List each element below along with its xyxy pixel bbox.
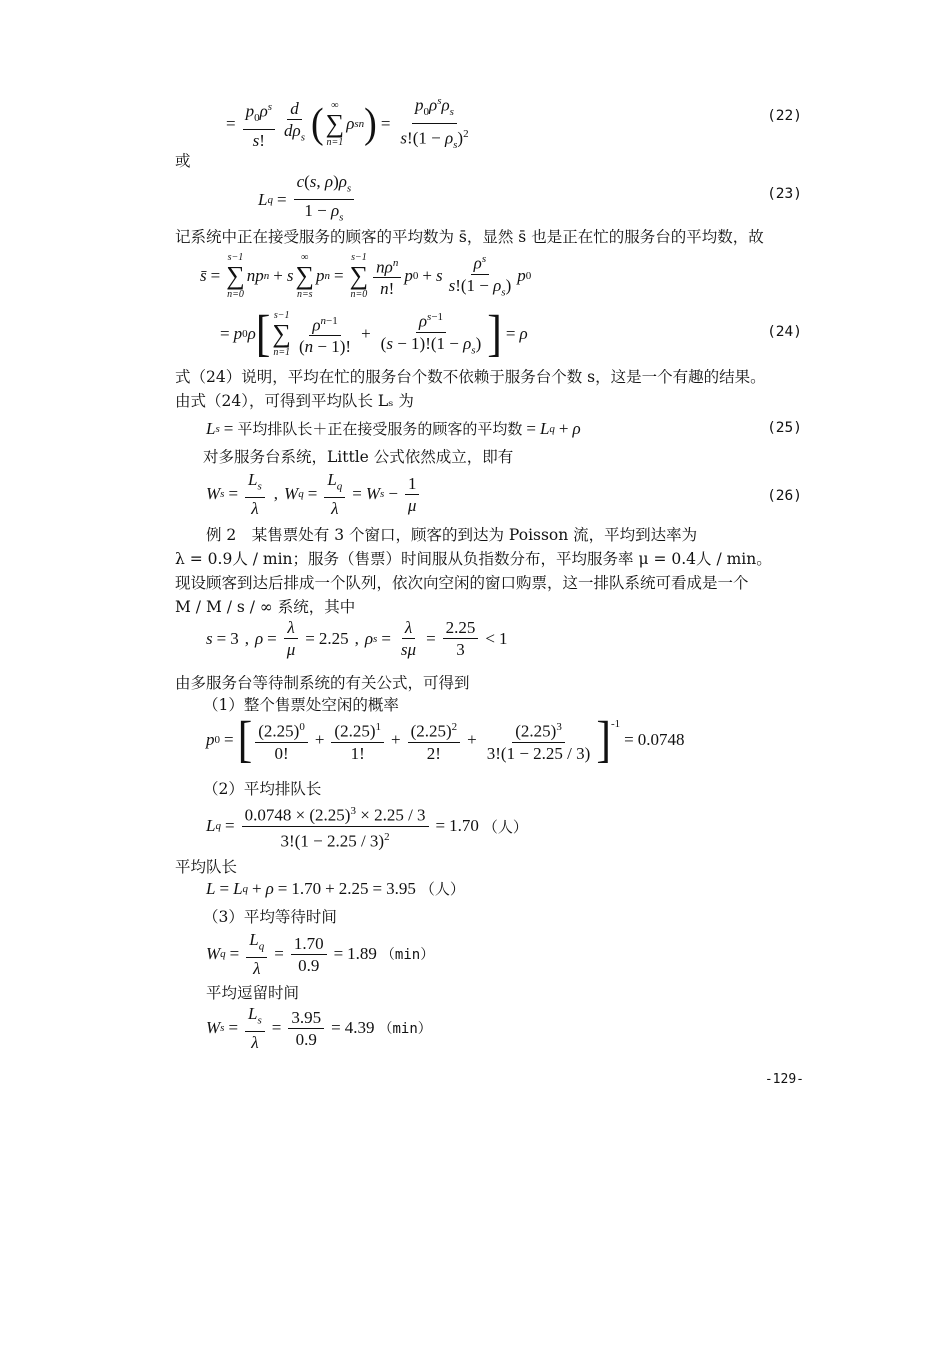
equation-25: L s = 平均排队长＋正在接受服务的顾客的平均数 = L q + ρ xyxy=(206,418,581,438)
result-lq: 1.70 xyxy=(449,816,479,836)
unit-wq: （min） xyxy=(380,947,435,964)
equation-24-line1: s̄ = s−1 ∑ n=0 np n + s ∞ ∑ n=s p n = s−1 ∑ n=0 $\frac{n\rho^n}{n!}$ p 0 + s $\frac{\rho^s}{s!(1 - \rho_s)}$ p 0 xyxy=(200,250,531,302)
equation-23: L q = $\frac{c(s, \rho)\rho_s}{1 - \rho_s}$ xyxy=(258,172,357,228)
page-number: -129- xyxy=(764,1072,804,1087)
equation-22: = $\frac{p_0\rho^s}{s!}$ $\frac{d}{d\rho_s}$ ( ∞ ∑ n=1 ρ s n ) = $\frac{p_0\rho^s\rho_s}{s!(1 - \rho_s)^2}$ xyxy=(222,92,475,155)
result-l: 3.95 xyxy=(386,878,416,898)
text-from-24: 由式（24），可得到平均队长 Lₛ 为 xyxy=(175,392,414,410)
text-example-2: λ = 0.9人 / min；服务（售票）时间服从负指数分布，平均服务率 μ = 0.4人 / min。 xyxy=(175,550,772,568)
text-avg-queue-length: 平均队长 xyxy=(175,858,238,876)
text-24-explanation: 式（24）说明，平均在忙的服务台个数不依赖于服务台个数 s，这是一个有趣的结果。 xyxy=(175,368,766,386)
equation-parameters: s = 3 , ρ = $\frac{\lambda}{\mu}$ = 2.25 , ρ s = $\frac{\lambda}{s\mu}$ = $\frac{2.25}{3}$ < 1 xyxy=(206,618,508,659)
text-item3: （3）平均等待时间 xyxy=(203,908,337,926)
equation-number-25: (25) xyxy=(767,420,802,436)
text-example-4: M / M / s / ∞ 系统，其中 xyxy=(175,598,356,616)
equation-p0: p 0 = [ $\frac{(2.25)^0}{0!}$ + $\frac{(2.25)^1}{1!}$ + $\frac{(2.25)^2}{2!}$ + $\frac{(2.25)^3}{3!(1 - 2.25 / 3)}$ ] $^{-1}$ = 0.0748 xyxy=(206,711,685,768)
equation-ws: W s = $\frac{L_s}{\lambda}$ = $\frac{3.95}{0.9}$ = 4.39 （min） xyxy=(206,1004,432,1053)
result-wq: 1.89 xyxy=(347,944,377,964)
result-ws: 4.39 xyxy=(344,1018,375,1038)
equation-wq: W q = $\frac{L_q}{\lambda}$ = $\frac{1.70}{0.9}$ = 1.89 （min） xyxy=(206,930,435,979)
equation-number-23: (23) xyxy=(767,186,802,202)
text-avg-sojourn: 平均逗留时间 xyxy=(206,984,300,1002)
unit-ws: （min） xyxy=(378,1021,432,1038)
equation-lq: L q = $\frac{0.0748 \times (2.25)^3 \times 2.25 / 3}{3!(1 - 2.25 / 3)^2}$ = 1.70 （人） xyxy=(206,802,528,850)
equation-number-22: (22) xyxy=(767,108,802,124)
equation-24-line2: = p 0 ρ [ s−1 ∑ n=1 $\frac{\rho^{n-1}}{(n - 1)!}$ + $\frac{\rho^{s-1}}{(s - 1)!(1 - \rho_s)}$ ] = ρ xyxy=(220,305,528,362)
equation-number-24: (24) xyxy=(767,324,802,340)
text-little: 对多服务台系统，Little 公式依然成立，即有 xyxy=(203,448,514,466)
text-formula: 由多服务台等待制系统的有关公式，可得到 xyxy=(175,674,470,692)
text-item2: （2）平均排队长 xyxy=(203,780,322,798)
text-item1: （1）整个售票处空闲的概率 xyxy=(203,696,399,714)
text-example-3: 现设顾客到达后排成一个队列，依次向空闲的窗口购票，这一排队系统可看成是一个 xyxy=(175,574,749,592)
unit-l: （人） xyxy=(419,880,465,898)
result-p0: 0.0748 xyxy=(637,730,685,750)
unit-lq: （人） xyxy=(482,817,528,836)
text-or: 或 xyxy=(175,152,191,170)
equation-26: W s = $\frac{L_s}{\lambda}$ , W q = $\frac{L_q}{\lambda}$ = W s − $\frac{1}{\mu}$ xyxy=(206,470,422,518)
text-example-1: 例 2 某售票处有 3 个窗口，顾客的到达为 Poisson 流，平均到达率为 xyxy=(206,526,698,544)
text-s-bar: 记系统中正在接受服务的顾客的平均数为 s̄，显然 s̄ 也是正在忙的服务台的平均数，故 xyxy=(175,228,764,246)
equation-25-text: 平均排队长＋正在接受服务的顾客的平均数 xyxy=(237,420,523,438)
equation-number-26: (26) xyxy=(767,488,802,504)
equation-l: L = L q + ρ = 1.70 + 2.25 = 3.95 （人） xyxy=(206,878,465,898)
